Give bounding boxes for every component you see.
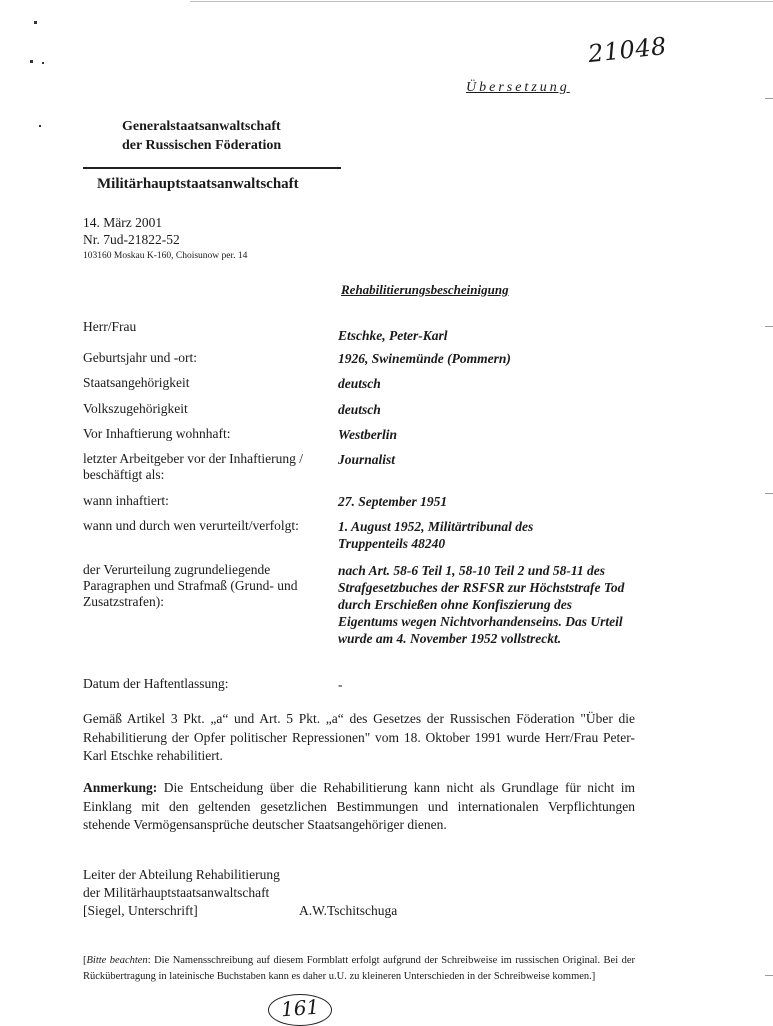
field-value-employer: Journalist: [338, 452, 396, 467]
org-line-2: der Russischen Föderation: [122, 138, 282, 153]
field-value-name: Etschke, Peter-Karl: [338, 328, 448, 343]
header-rule: [83, 167, 341, 169]
scan-speck: [30, 60, 33, 63]
footnote-text: : Die Namensschreibung auf diesem Formblatt erfolgt aufgrund der Schreibweise im russischen Original. Bei der Rückübertragung in lateinische Buchstaben kann es daher u.U. zu kleineren Unterschieden in der Schreibweise kommen.]: [83, 955, 635, 982]
translation-label: Übersetzung: [466, 80, 570, 95]
field-value-birth: 1926, Swinemünde (Pommern): [338, 351, 511, 366]
signature-line-2: der Militärhauptstaatsanwaltschaft: [83, 885, 270, 900]
footnote: [Bitte beachten: Die Namensschreibung auf diesem Formblatt erfolgt aufgrund der Schreibweise im russischen Original. Bei der Rückübertragung in lateinische Buchstaben kann es daher u.U. zu kleineren Unterschieden in der Schreibweise kommen.]: [83, 955, 635, 982]
field-label-convicted: wann und durch wen verurteilt/verfolgt:: [83, 518, 299, 533]
field-label-name: Herr/Frau: [83, 319, 137, 334]
signature-line-3: [Siegel, Unterschrift]: [83, 903, 198, 918]
field-value-citizenship: deutsch: [338, 376, 381, 391]
field-label-birth: Geburtsjahr und -ort:: [83, 350, 197, 365]
field-value-convicted: 1. August 1952, Militärtribunal des Truppenteils 48240: [338, 519, 534, 551]
scan-speck: [34, 21, 37, 24]
page-number: 161: [280, 994, 320, 1022]
field-label-sentence: der Verurteilung zugrundeliegende Paragraphen und Strafmaß (Grund- und Zusatzstrafen):: [83, 562, 298, 609]
signatory-name: A.W.Tschitschuga: [299, 903, 398, 918]
field-label-release: Datum der Haftentlassung:: [83, 676, 229, 691]
org-line-1: Generalstaatsanwaltschaft: [122, 119, 281, 134]
field-value-ethnicity: deutsch: [338, 402, 381, 417]
scan-speck: [39, 125, 41, 127]
rehabilitation-paragraph: Gemäß Artikel 3 Pkt. „a“ und Art. 5 Pkt. „a“ des Gesetzes der Russischen Föderation "Über die Rehabilitierung der Opfer politischer Repressionen" vom 18. Oktober 1991 wurde Herr/Frau Peter-Karl Etschke rehabilitiert.: [83, 711, 635, 763]
org-line-3: Militärhauptstaatsanwaltschaft: [97, 176, 299, 192]
scan-edge-top: [190, 1, 773, 2]
field-label-residence: Vor Inhaftierung wohnhaft:: [83, 426, 231, 441]
field-label-citizenship: Staatsangehörigkeit: [83, 375, 190, 390]
field-label-employer: letzter Arbeitgeber vor der Inhaftierung / beschäftigt als:: [83, 451, 304, 482]
footnote-label: Bitte beachten: [86, 955, 148, 966]
field-value-sentence: nach Art. 58-6 Teil 1, 58-10 Teil 2 und 58-11 des Strafgesetzbuches der RSFSR zur Höchststrafe Tod durch Erschießen ohne Konfiszierung des Eigentums wegen Nichtvorhandenseins. Das Urteil wurde am 4. November 1952 vollstreckt.: [338, 563, 625, 646]
note-text: Die Entscheidung über die Rehabilitierung kann nicht als Grundlage für nicht im Einklang mit den geltenden gesetzlichen Bestimmungen und internationalen Verpflichtungen stehende Vermögensansprüche deutscher Staatsangehöriger dienen.: [83, 780, 636, 832]
field-label-arrested: wann inhaftiert:: [83, 493, 169, 508]
document-number: Nr. 7ud-21822-52: [83, 232, 180, 247]
field-value-release: -: [338, 677, 343, 692]
scan-edge-right: [765, 326, 773, 327]
scan-edge-right: [765, 98, 773, 99]
field-value-residence: Westberlin: [338, 427, 398, 442]
document-title: Rehabilitierungsbescheinigung: [341, 282, 509, 297]
address: 103160 Moskau K-160, Choisunow per. 14: [83, 251, 248, 261]
scan-speck: [42, 62, 44, 64]
document-date: 14. März 2001: [83, 215, 163, 230]
field-label-ethnicity: Volkszugehörigkeit: [83, 401, 188, 416]
signature-line-1: Leiter der Abteilung Rehabilitierung: [83, 867, 280, 882]
scan-edge-right: [765, 493, 773, 494]
note-label: Anmerkung:: [83, 780, 158, 795]
archive-number: 21048: [586, 31, 669, 69]
field-value-arrested: 27. September 1951: [338, 494, 448, 509]
scan-edge-right: [765, 975, 773, 976]
note-paragraph: [83, 779, 635, 835]
